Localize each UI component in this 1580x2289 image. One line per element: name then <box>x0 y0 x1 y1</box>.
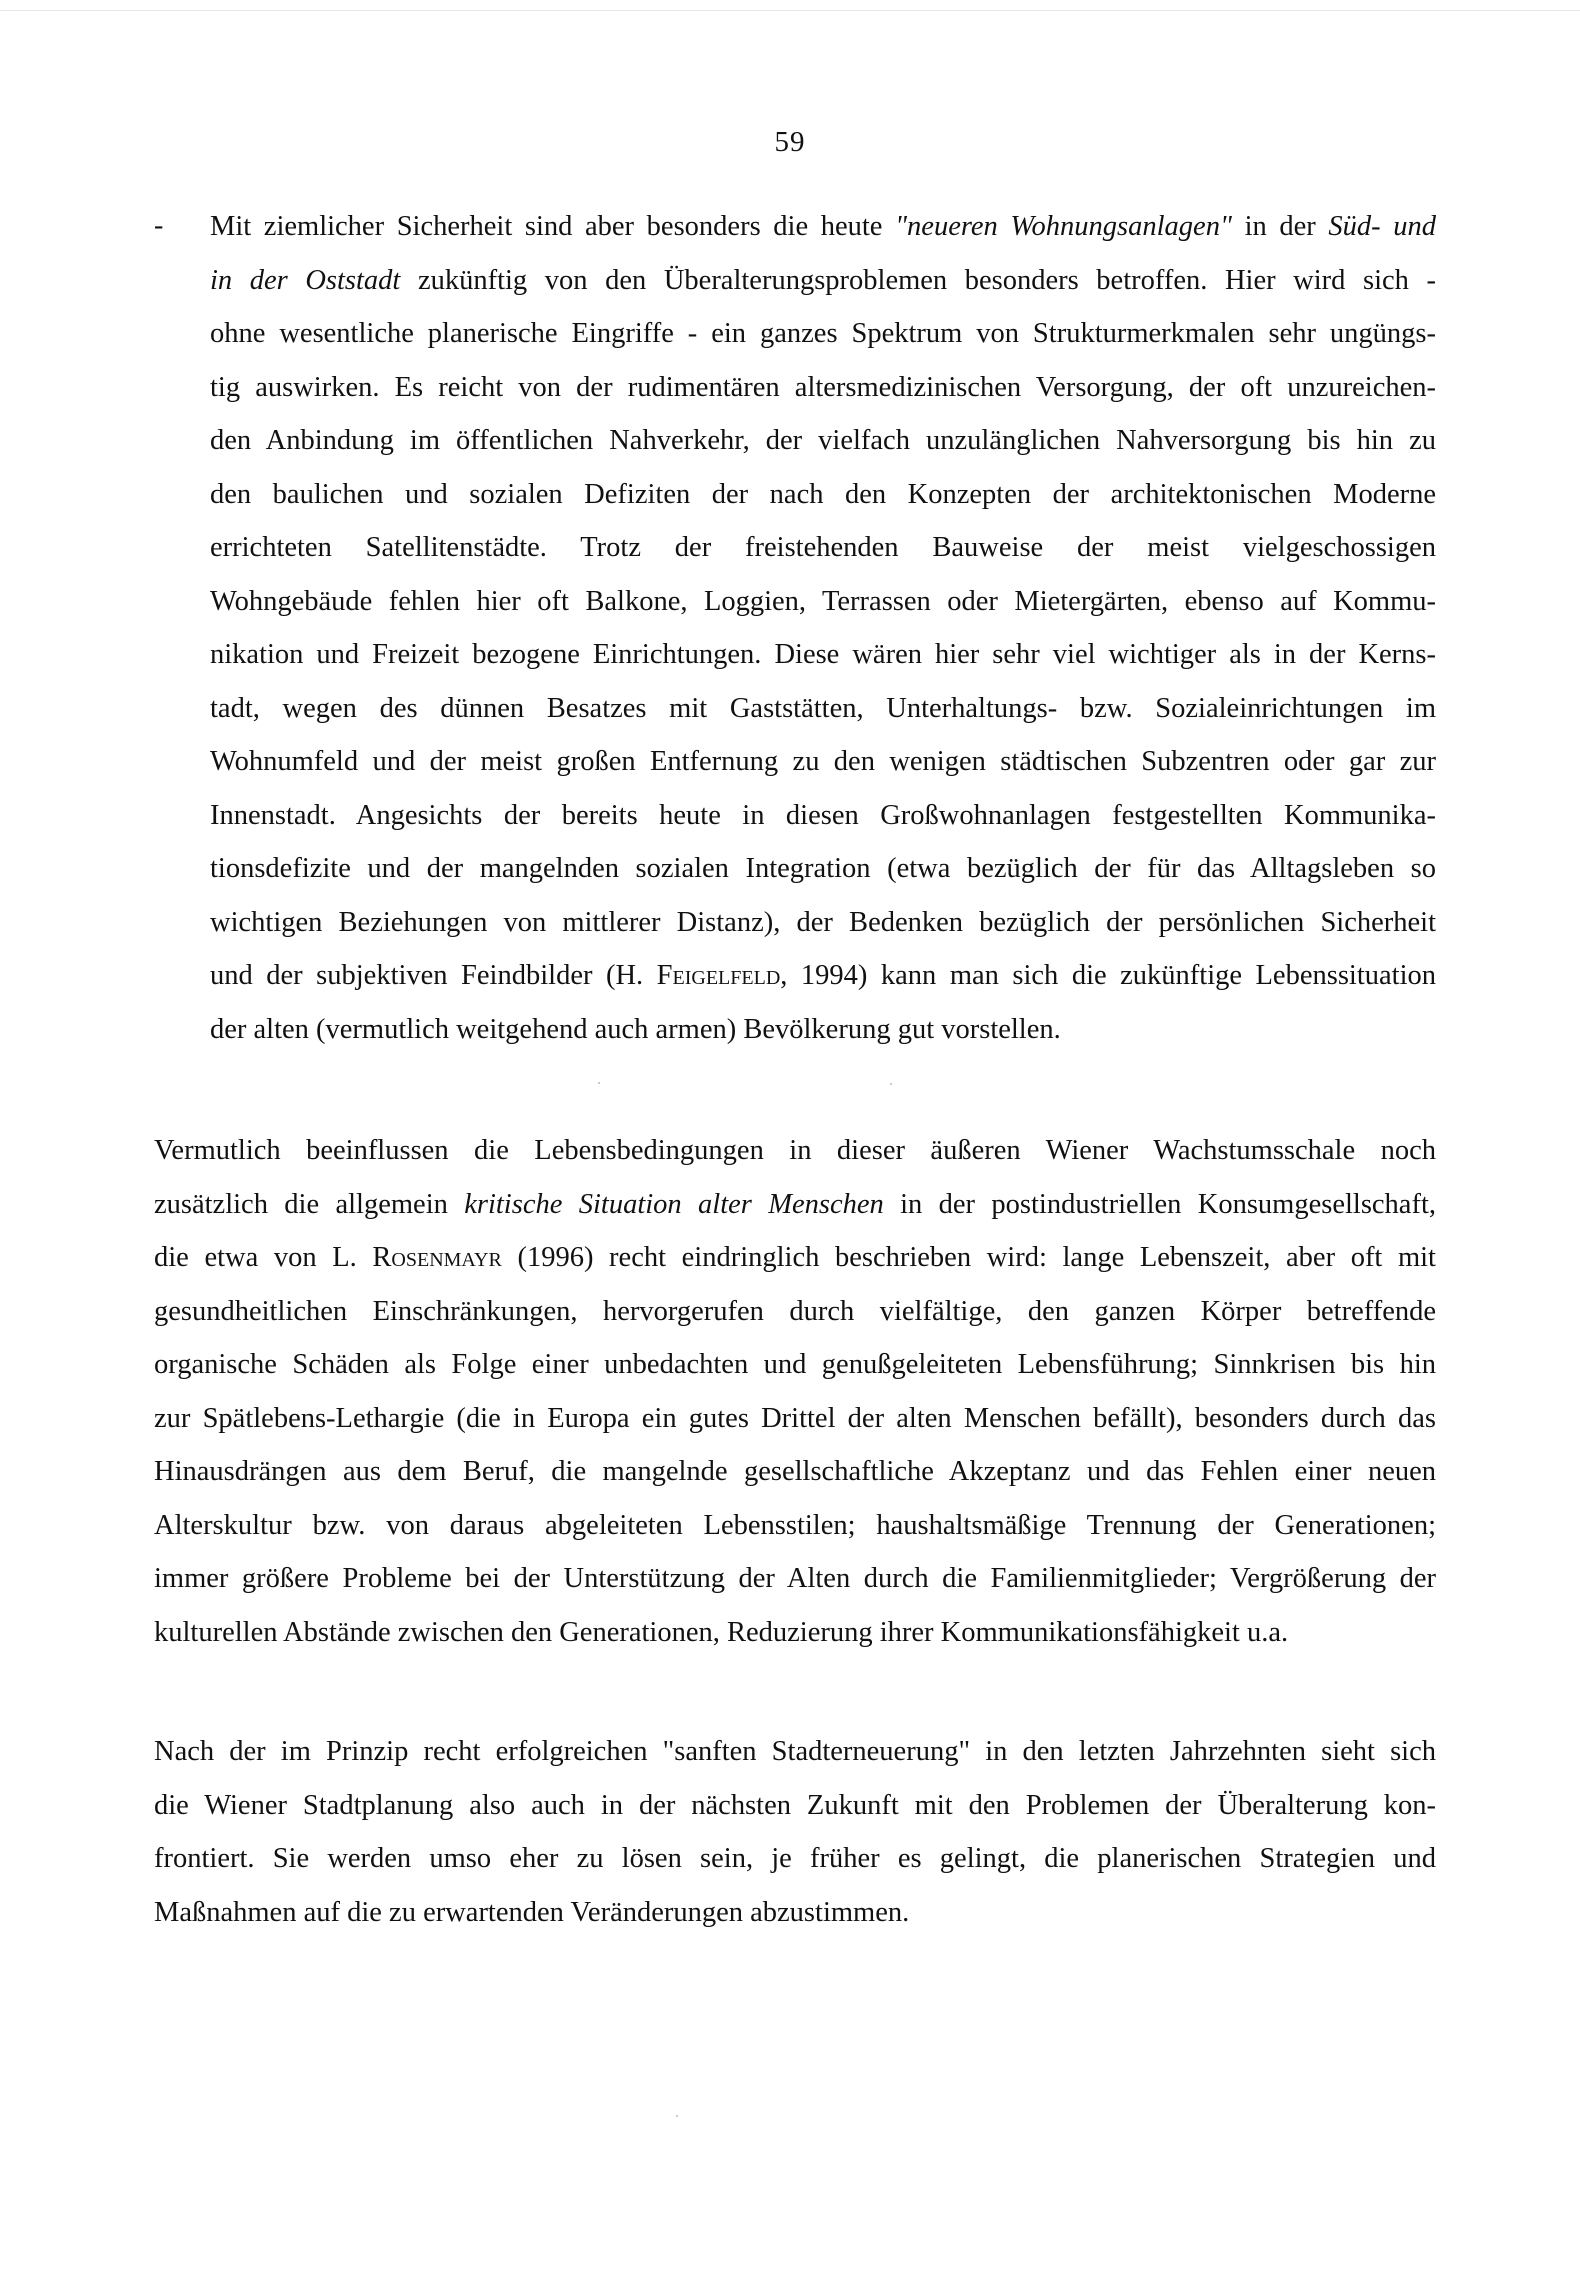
text-run: organische Schäden als Folge einer unbedachten und genußgeleiteten Lebensführung; Sinnkrisen bis hin <box>154 1349 1436 1380</box>
text-line <box>154 1606 1436 1660</box>
text-line <box>154 1552 1436 1606</box>
text-run: nikation und Freizeit bezogene Einrichtungen. Diese wären hier sehr viel wichtiger als in der Kerns- <box>210 639 1436 670</box>
text-run: wichtigen Beziehungen von mittlerer Distanz), der Bedenken bezüglich der persönlichen Sicherheit <box>210 906 1436 938</box>
text-line <box>210 842 1436 896</box>
paragraph-2 <box>154 1124 1436 1659</box>
scan-speck <box>676 2115 678 2117</box>
text-run: Alterskultur bzw. von daraus abgeleiteten Lebensstilen; haushaltsmäßige Trennung der Generationen; <box>154 1509 1436 1541</box>
italic-run: in der Oststadt <box>210 264 401 296</box>
text-line <box>154 1832 1436 1886</box>
bullet-marker: - <box>154 210 164 241</box>
text-line <box>210 414 1436 468</box>
text-line <box>210 1003 1436 1057</box>
text-line <box>210 361 1436 415</box>
text-run: Wohnumfeld und der meist großen Entfernung zu den wenigen städtischen Subzentren oder gar zur <box>210 746 1436 777</box>
text-run: Wohngebäude fehlen hier oft Balkone, Loggien, Terrassen oder Mietergärten, ebenso auf Kommu- <box>210 585 1436 617</box>
scan-speck <box>598 1082 600 1084</box>
text-line <box>154 1725 1436 1779</box>
text-line <box>210 949 1436 1003</box>
text-line <box>154 1285 1436 1339</box>
bullet-paragraph <box>210 200 1436 1056</box>
text-run: gesundheitlichen Einschränkungen, hervorgerufen durch vielfältige, den ganzen Körper betreffende <box>154 1295 1436 1327</box>
text-run: immer größere Probleme bei der Unterstützung der Alten durch die Familienmitglieder; Vergrößerung der <box>154 1563 1436 1594</box>
text-line <box>210 682 1436 736</box>
scan-top-edge <box>0 0 1580 11</box>
text-run: in der postindustriellen Konsumgesellschaft, <box>883 1188 1436 1220</box>
italic-run: Süd- und <box>1328 211 1437 242</box>
text-line <box>154 1338 1436 1392</box>
text-run: den baulichen und sozialen Defiziten der nach den Konzepten der architektonischen Moderne <box>210 478 1436 510</box>
text-run: zukünftig von den Überalterungsproblemen besonders betroffen. Hier wird sich - <box>400 264 1436 296</box>
text-run: ohne wesentliche planerische Eingriffe - ein ganzes Spektrum von Strukturmerkmalen sehr ungüngs- <box>210 318 1436 349</box>
text-run: , 1994) kann man sich die zukünftige Lebenssituation <box>780 960 1436 991</box>
text-line <box>210 200 1436 254</box>
text-run: und der subjektiven Feindbilder (H. <box>210 960 657 991</box>
text-run: Innenstadt. Angesichts der bereits heute in diesen Großwohnanlagen festgestellten Kommunika- <box>210 799 1436 831</box>
text-run: Vermutlich beeinflussen die Lebensbedingungen in dieser äußeren Wiener Wachstumsschale noch <box>154 1135 1436 1166</box>
scan-speck <box>890 1083 892 1085</box>
small-caps-run: Rosenmayr <box>372 1242 502 1273</box>
text-run: in der <box>1231 211 1329 242</box>
text-line <box>154 1445 1436 1499</box>
text-run: der alten (vermutlich weitgehend auch armen) Bevölkerung gut vorstellen. <box>210 1013 1061 1045</box>
text-line <box>154 1124 1436 1178</box>
text-line <box>154 1392 1436 1446</box>
text-run: kulturellen Abstände zwischen den Generationen, Reduzierung ihrer Kommunikationsfähigkeit u.a. <box>154 1616 1289 1648</box>
text-line <box>210 575 1436 629</box>
text-line <box>210 254 1436 308</box>
text-run: die Wiener Stadtplanung also auch in der nächsten Zukunft mit den Problemen der Überalterung kon- <box>154 1789 1436 1821</box>
text-line <box>210 628 1436 682</box>
small-caps-run: Feigelfeld <box>656 960 781 991</box>
italic-run: kritische Situation alter Menschen <box>464 1188 884 1220</box>
page-number: 59 <box>774 126 806 158</box>
text-run: zusätzlich die allgemein <box>154 1188 465 1220</box>
text-line <box>154 1886 1436 1940</box>
text-run: den Anbindung im öffentlichen Nahverkehr, der vielfach unzulänglichen Nahversorgung bis hin zu <box>210 425 1436 456</box>
text-line <box>154 1231 1436 1285</box>
text-run: errichteten Satellitenstädte. Trotz der freistehenden Bauweise der meist vielgeschossigen <box>210 532 1436 563</box>
text-line <box>210 789 1436 843</box>
text-line <box>154 1779 1436 1833</box>
text-run: Hinausdrängen aus dem Beruf, die mangelnde gesellschaftliche Akzeptanz und das Fehlen einer neuen <box>154 1456 1436 1487</box>
text-line <box>210 521 1436 575</box>
paragraph-3 <box>154 1725 1436 1939</box>
text-line <box>154 1178 1436 1232</box>
text-run: Mit ziemlicher Sicherheit sind aber besonders die heute <box>210 211 896 242</box>
text-line <box>210 896 1436 950</box>
text-run: Nach der im Prinzip recht erfolgreichen "sanften Stadterneuerung" in den letzten Jahrzehnten sieht sich <box>154 1736 1436 1767</box>
text-run: die etwa von L. <box>154 1242 373 1273</box>
text-run: tadt, wegen des dünnen Besatzes mit Gaststätten, Unterhaltungs- bzw. Sozialeinrichtungen im <box>210 692 1436 724</box>
text-run: frontiert. Sie werden umso eher zu lösen sein, je früher es gelingt, die planerischen Strategien und <box>154 1843 1436 1874</box>
text-run: tionsdefizite und der mangelnden sozialen Integration (etwa bezüglich der für das Alltagsleben so <box>210 853 1436 884</box>
text-run: (1996) recht eindringlich beschrieben wird: lange Lebenszeit, aber oft mit <box>501 1242 1436 1273</box>
text-line <box>154 1499 1436 1553</box>
text-line <box>210 468 1436 522</box>
italic-run: "neueren Wohnungsanlagen" <box>895 211 1232 242</box>
text-run: zur Spätlebens-Lethargie (die in Europa ein gutes Drittel der alten Menschen befällt), besonders durch das <box>154 1402 1436 1434</box>
text-line <box>210 735 1436 789</box>
text-run: Maßnahmen auf die zu erwartenden Veränderungen abzustimmen. <box>154 1896 910 1928</box>
text-run: tig auswirken. Es reicht von der rudimentären altersmedizinischen Versorgung, der oft unzureichen- <box>210 371 1436 403</box>
text-line <box>210 307 1436 361</box>
